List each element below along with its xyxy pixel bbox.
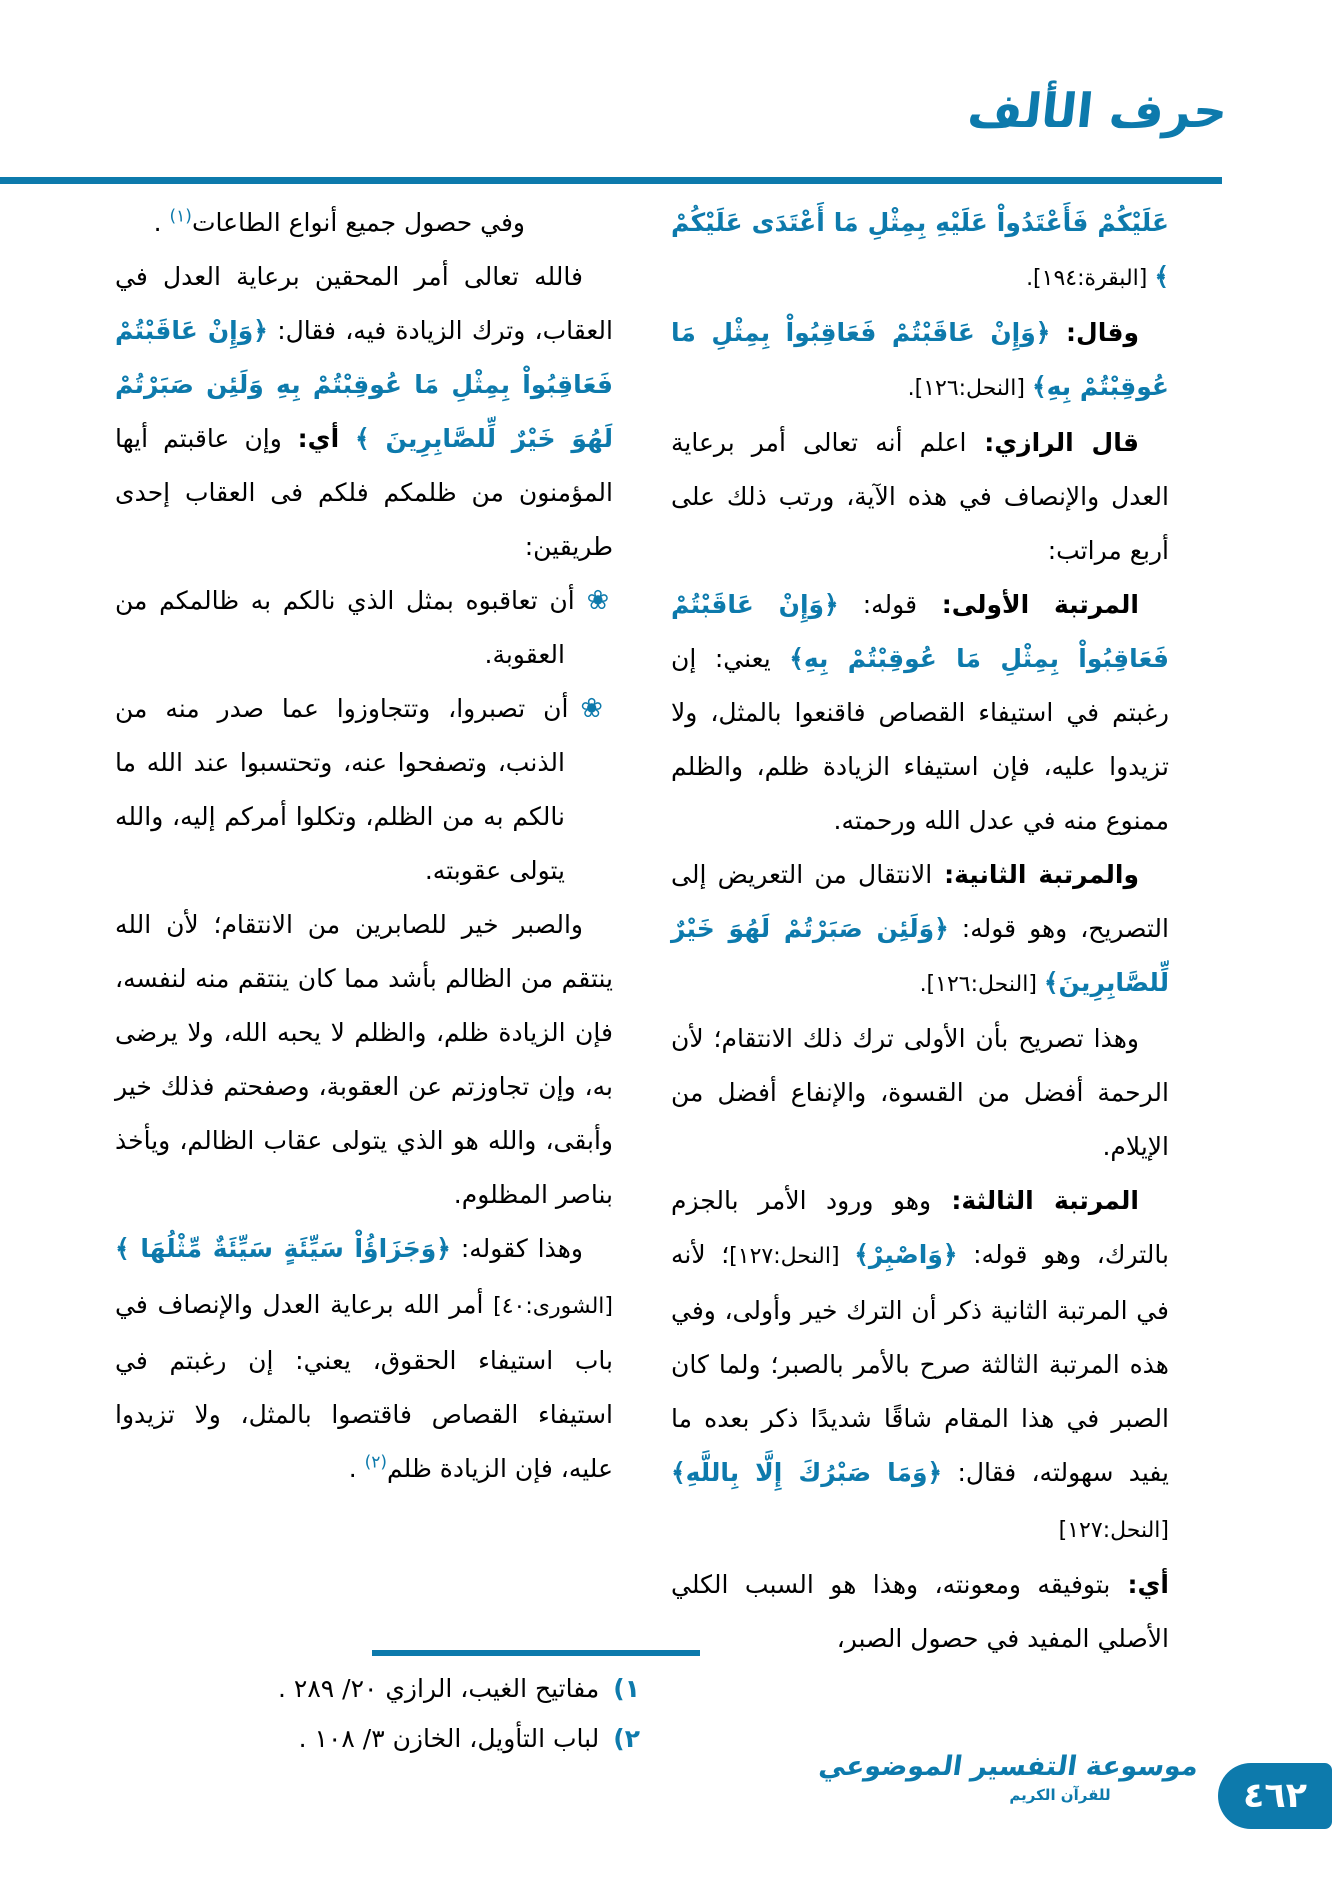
paragraph bbox=[671, 1174, 1169, 1558]
quran-verse: ﴿وَإِنْ عَاقَبْتُمْ فَعَاقِبُواْ بِمِثْلِ مَا عُوقِبْتُمْ بِهِ﴾ bbox=[671, 318, 1169, 401]
footnote-marker: (١) bbox=[169, 206, 192, 227]
body-text: . bbox=[348, 1454, 365, 1483]
emphasis-text: أي: bbox=[281, 424, 356, 453]
footnote-text: لباب التأويل، الخازن ٣/ ١٠٨ . bbox=[298, 1724, 600, 1753]
footnote-separator-rule bbox=[372, 1650, 700, 1656]
body-text: اعلم أنه تعالى أمر برعاية العدل والإنصاف في هذه الآية، ورتب ذلك على أربع مراتب: bbox=[671, 428, 1169, 565]
flower-bullet-icon: ❀ bbox=[580, 693, 613, 724]
body-text: والصبر خير للصابرين من الانتقام؛ لأن الله ينتقم من الظالم بأشد مما كان ينتقم منه لنفسه، فإن الزيادة ظلم، والظلم لا يحبه الله، ولا يرضى به، وإن تجاوزتم عن العقوبة، وصفحتم فذلك خير وأبقى، والله هو الذي يتولى عقاب الظالم، ويأخذ بناصر المظلوم. bbox=[115, 910, 613, 1209]
paragraph bbox=[115, 196, 613, 250]
footnote-number: ١) bbox=[613, 1674, 640, 1703]
quran-verse: ﴿وَاصْبِرْ﴾ bbox=[854, 1240, 958, 1269]
verse-reference: [النحل:١٢٧] bbox=[1058, 1518, 1169, 1543]
footnote-item bbox=[148, 1664, 640, 1714]
chapter-header-title: حرف الألف bbox=[965, 84, 1230, 139]
emphasis-text: والمرتبة الثانية: bbox=[932, 860, 1139, 889]
footnote-item bbox=[148, 1714, 640, 1764]
verse-reference: [البقرة:١٩٤]. bbox=[1026, 266, 1155, 291]
bullet-paragraph bbox=[115, 682, 613, 898]
body-text: وفي حصول جميع أنواع الطاعات bbox=[191, 208, 525, 237]
verse-reference: [الشورى:٤٠] bbox=[493, 1294, 613, 1319]
paragraph bbox=[671, 416, 1169, 578]
emphasis-text: المرتبة الثالثة: bbox=[931, 1186, 1140, 1215]
body-text: وهذا تصريح بأن الأولى ترك ذلك الانتقام؛ لأن الرحمة أفضل من القسوة، والإنفاع أفضل من الإيلام. bbox=[671, 1024, 1169, 1161]
footnotes-block bbox=[148, 1664, 640, 1764]
body-text: أن تصبروا، وتتجاوزوا عما صدر منه من الذنب، وتصفحوا عنه، وتحتسبوا عند الله ما نالكم به من الظلم، وتكلوا أمركم إليه، والله يتولى عقوبته. bbox=[115, 694, 569, 885]
quran-verse: ﴿وَلَئِن صَبَرْتُمْ لَهُوَ خَيْرٌ لِّلصَّابِرِينَ﴾ bbox=[671, 914, 1169, 997]
paragraph bbox=[115, 250, 613, 574]
emphasis-text: أي: bbox=[1110, 1570, 1169, 1599]
quran-verse: عَلَيْكُمْ فَأَعْتَدُواْ عَلَيْهِ بِمِثْلِ مَا أَعْتَدَى عَلَيْكُمْ ﴾ bbox=[671, 208, 1169, 291]
quran-verse: ﴿وَإِنْ عَاقَبْتُمْ فَعَاقِبُواْ بِمِثْلِ مَا عُوقِبْتُمْ بِهِ وَلَئِن صَبَرْتُمْ لَهُوَ خَيْرٌ لِّلصَّابِرِينَ ﴾ bbox=[115, 316, 613, 453]
column-right bbox=[671, 196, 1169, 1666]
paragraph bbox=[671, 306, 1169, 416]
body-text: بتوفيقه ومعونته، وهذا هو السبب الكلي الأصلي المفيد في حصول الصبر، bbox=[671, 1570, 1169, 1653]
publisher-logo bbox=[816, 1750, 1201, 1805]
footnote-marker: (٢) bbox=[364, 1452, 388, 1473]
paragraph bbox=[671, 196, 1169, 306]
text-columns bbox=[114, 196, 1169, 1666]
column-left bbox=[115, 196, 613, 1666]
emphasis-text: قال الرازي: bbox=[966, 428, 1139, 457]
verse-reference: [النحل:١٢٦]. bbox=[919, 972, 1044, 997]
body-text: وإن عاقبتم أيها المؤمنون من ظلمكم فلكم فى العقاب إحدى طريقين: bbox=[115, 424, 613, 561]
body-text: يعني: إن رغبتم في استيفاء القصاص فاقنعوا بالمثل، ولا تزيدوا عليه، فإن استيفاء الزيادة ظلم، والظلم ممنوع منه في عدل الله ورحمته. bbox=[671, 644, 1169, 835]
body-text: وهذا كقوله: bbox=[450, 1234, 584, 1263]
body-text: ؛ لأنه في المرتبة الثانية ذكر أن الترك خير وأولى، وفي هذه المرتبة الثالثة صرح بالأمر بالصبر؛ ولما كان الصبر في هذا المقام شاقًا شديدًا ذكر بعده ما يفيد سهولته، فقال: bbox=[671, 1240, 1170, 1487]
emphasis-text: المرتبة الأولى: bbox=[917, 590, 1139, 619]
verse-reference: [النحل:١٢٦]. bbox=[907, 376, 1032, 401]
verse-reference: [النحل:١٢٧] bbox=[729, 1244, 855, 1269]
body-text: وهو ورود الأمر بالجزم بالترك، وهو قوله: bbox=[671, 1186, 1170, 1269]
footnote-number: ٢) bbox=[613, 1724, 640, 1753]
logo-subtitle: للقرآن الكريم bbox=[1009, 1785, 1111, 1804]
page-number-badge bbox=[1218, 1763, 1332, 1829]
paragraph bbox=[671, 848, 1169, 1012]
body-text: الانتقال من التعريض إلى التصريح، وهو قوله: bbox=[671, 860, 1169, 943]
emphasis-text: وقال: bbox=[1050, 318, 1139, 347]
body-text: أن تعاقبوه بمثل الذي نالكم به ظالمكم من العقوبة. bbox=[115, 586, 575, 669]
quran-verse: ﴿وَمَا صَبْرُكَ إِلَّا بِاللَّهِ﴾ bbox=[671, 1458, 943, 1487]
bullet-paragraph bbox=[115, 574, 613, 682]
flower-bullet-icon: ❀ bbox=[586, 585, 614, 616]
paragraph bbox=[115, 1222, 613, 1496]
quran-verse: ﴿وَإِنْ عَاقَبْتُمْ فَعَاقِبُواْ بِمِثْلِ مَا عُوقِبْتُمْ بِهِ﴾ bbox=[671, 590, 1169, 673]
paragraph bbox=[671, 1012, 1169, 1174]
footnote-text: مفاتيح الغيب، الرازي ٢٠/ ٢٨٩ . bbox=[277, 1674, 600, 1703]
page-number: ٤٦٢ bbox=[1242, 1776, 1308, 1816]
logo-title: موسوعة التفسير الموضوعي bbox=[816, 1751, 1201, 1782]
body-text: . bbox=[153, 208, 170, 237]
header-rule bbox=[0, 177, 1222, 184]
body-text: فالله تعالى أمر المحقين برعاية العدل في العقاب، وترك الزيادة فيه، فقال: bbox=[115, 262, 613, 345]
body-text: قوله: bbox=[838, 590, 918, 619]
quran-verse: ﴿وَجَزَاؤُاْ سَيِّئَةٍ سَيِّئَةٌ مِّثْلُهَا ﴾ bbox=[115, 1234, 451, 1263]
body-text: أمر الله برعاية العدل والإنصاف في باب استيفاء الحقوق، يعني: إن رغبتم في استيفاء القصاص فاقتصوا بالمثل، ولا تزيدوا عليه، فإن الزيادة ظلم bbox=[115, 1290, 613, 1483]
paragraph bbox=[671, 1558, 1169, 1666]
paragraph bbox=[671, 578, 1169, 848]
paragraph bbox=[115, 898, 613, 1222]
